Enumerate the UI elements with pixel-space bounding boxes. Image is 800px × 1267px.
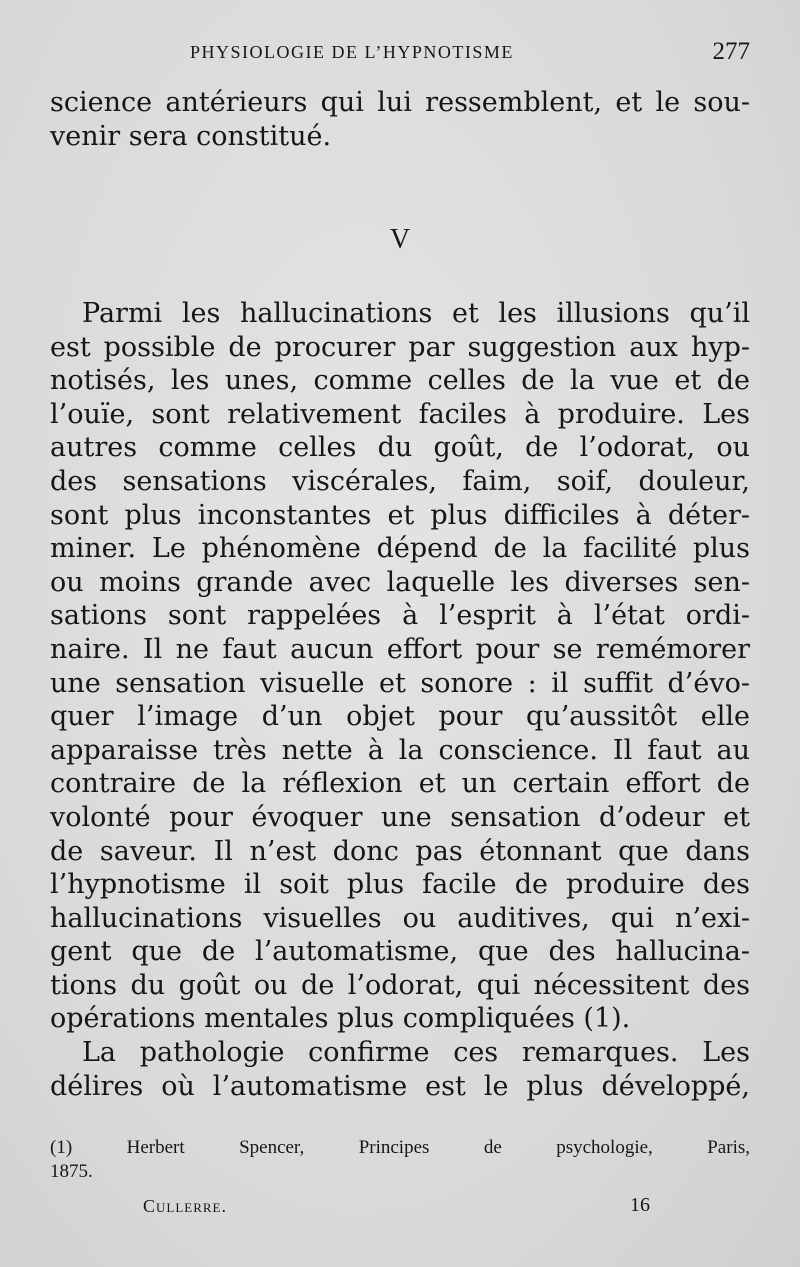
text-line: volonté pour évoquer une sensation d’odeur et <box>50 801 750 833</box>
text-line: sont plus inconstantes et plus difficiles à déter- <box>50 499 750 531</box>
page-header <box>50 40 750 70</box>
text-line: ou moins grande avec laquelle les diverses sen- <box>50 566 750 598</box>
text-line: sations sont rappelées à l’esprit à l’état ordi- <box>50 600 750 632</box>
sheet-number: 16 <box>630 1194 650 1216</box>
paragraph-main <box>50 297 750 1036</box>
text-line: une sensation visuelle et sonore : il suffit d’évo- <box>50 667 750 699</box>
text-line: des sensations viscérales, faim, soif, douleur, <box>50 465 750 497</box>
text-line: opérations mentales plus compliquées (1). <box>50 1003 631 1035</box>
text-line: science antérieurs qui lui ressemblent, et le sou- <box>50 87 750 118</box>
text-line: hallucinations visuelles ou auditives, qui n’exi- <box>50 902 750 934</box>
text-line: venir sera constitué. <box>50 120 332 152</box>
footnote-line: (1) Herbert Spencer, Principes de psychologie, Paris, <box>50 1137 750 1158</box>
text-line: tions du goût ou de l’odorat, qui nécessitent des <box>50 969 750 1001</box>
printer-signature: Cullerre. <box>143 1196 227 1216</box>
text-line: délires où l’automatisme est le plus développé, <box>50 1070 750 1102</box>
text-line: La pathologie confirme ces remarques. Les <box>82 1037 750 1068</box>
paragraph-continuation <box>50 1036 750 1103</box>
section-heading: V <box>389 224 411 255</box>
footnote <box>50 1136 750 1184</box>
text-line: de saveur. Il n’est donc pas étonnant que dans <box>50 835 750 867</box>
text-line: apparaisse très nette à la conscience. Il faut au <box>50 734 750 766</box>
text-line: l’ouïe, sont relativement faciles à produire. Les <box>50 398 750 430</box>
text-line: miner. Le phénomène dépend de la facilité plus <box>50 533 750 565</box>
text-line: notisés, les unes, comme celles de la vue et de <box>50 365 750 397</box>
page-number: 277 <box>712 38 750 65</box>
text-line: autres comme celles du goût, de l’odorat, ou <box>50 432 750 464</box>
text-line: l’hypnotisme il soit plus facile de produire des <box>50 869 750 901</box>
text-line: quer l’image d’un objet pour qu’aussitôt elle <box>50 701 750 733</box>
running-title: PHYSIOLOGIE DE L’HYPNOTISME <box>190 42 514 62</box>
text-line: naire. Il ne faut aucun effort pour se remémorer <box>50 633 750 665</box>
text-line: gent que de l’automatisme, que des hallucina- <box>50 936 750 968</box>
text-line: contraire de la réflexion et un certain effort de <box>50 768 750 800</box>
footnote-line: 1875. <box>50 1161 93 1182</box>
text-line: Parmi les hallucinations et les illusions qu’il <box>82 298 750 329</box>
text-line: est possible de procurer par suggestion aux hyp- <box>50 331 750 363</box>
continuation-text <box>50 86 750 153</box>
